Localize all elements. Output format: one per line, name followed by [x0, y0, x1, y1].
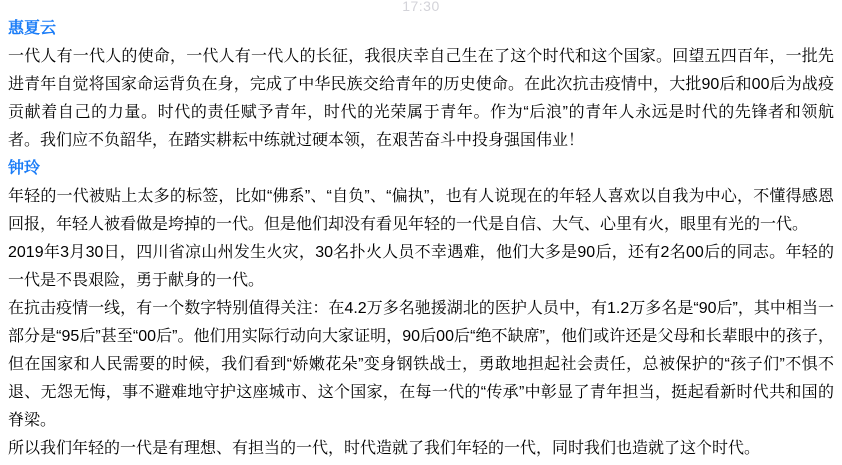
message-group [8, 155, 834, 463]
message-paragraph: 年轻的一代被贴上太多的标签，比如“佛系”、“自负”、“偏执”，也有人说现在的年轻人喜欢以自我为中心，不懂得感恩回报，年轻人被看做是垮掉的一代。但是他们却没有看见年轻的一代是自信、大气、心里有火，眼里有光的一代。 [8, 188, 834, 233]
chat-timestamp: 17:30 [402, 0, 440, 14]
message-paragraph: 一代人有一代人的使命，一代人有一代人的长征，我很庆幸自己生在了这个时代和这个国家。回望五四百年，一批先进青年自觉将国家命运背负在身，完成了中华民族交给青年的历史使命。在此次抗击疫情中，大批90后和00后为战疫贡献着自己的力量。时代的责任赋予青年，时代的光荣属于青年。作为“后浪”的青年人永远是时代的先锋者和领航者。我们应不负韶华，在踏实耕耘中练就过硬本领，在艰苦奋斗中投身强国伟业！ [8, 48, 834, 149]
message-group [8, 15, 834, 155]
sender-name[interactable]: 惠夏云 [8, 20, 57, 37]
sender-name[interactable]: 钟玲 [8, 160, 41, 177]
message-paragraph: 2019年3月30日，四川省凉山州发生火灾，30名扑火人员不幸遇难，他们大多是90后，还有2名00后的同志。年轻的一代是不畏艰险，勇于献身的一代。 [8, 244, 834, 289]
message-paragraph: 在抗击疫情一线，有一个数字特别值得关注：在4.2万多名驰援湖北的医护人员中，有1.2万多名是“90后”，其中相当一部分是“95后”甚至“00后”。他们用实际行动向大家证明，90后00后“绝不缺席”，他们或许还是父母和长辈眼中的孩子，但在国家和人民需要的时候，我们看到“娇嫩花朵”变身钢铁战士，勇敢地担起社会责任，总被保护的“孩子们”不惧不退、无怨无悔，事不避难地守护这座城市、这个国家，在每一代的“传承”中彰显了青年担当，挺起看新时代共和国的脊梁。 [8, 300, 834, 429]
message-paragraph: 所以我们年轻的一代是有理想、有担当的一代，时代造就了我们年轻的一代，同时我们也造就了这个时代。 [8, 440, 761, 457]
